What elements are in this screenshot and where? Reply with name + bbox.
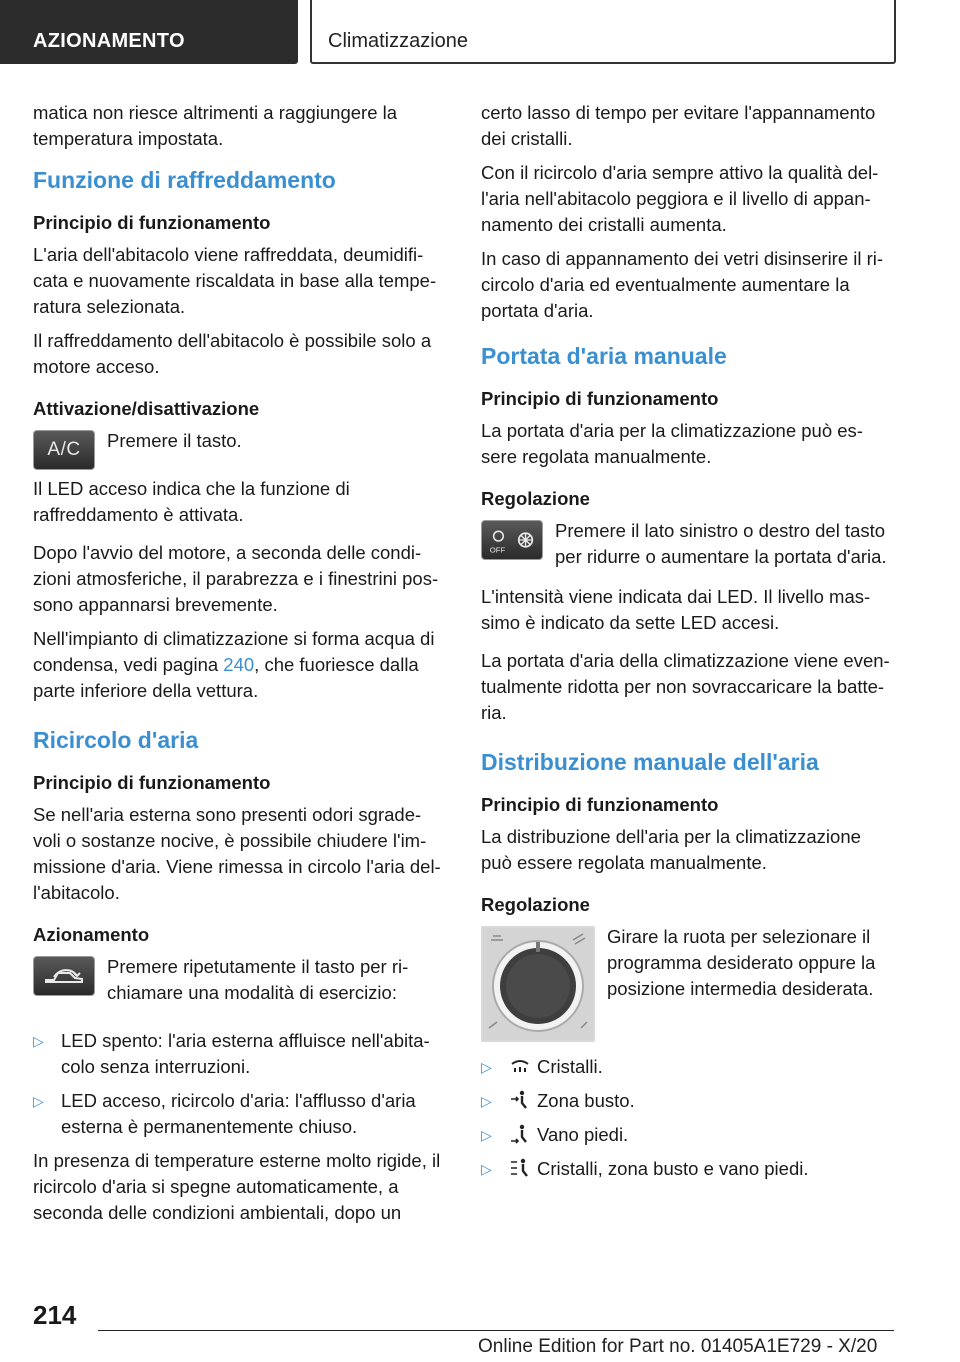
list-item: ▷ Cristalli, zona busto e vano piedi. <box>481 1156 896 1182</box>
page-number: 214 <box>33 1300 77 1330</box>
paragraph: Se nell'aria esterna sono presenti odori sgrade-voli o sostanze nocive, è possibile chiudere l'im-missione d'aria. Viene rimessa in circolo l'aria del-l'abitacolo. <box>33 804 441 903</box>
car-recirculation-icon <box>40 964 88 988</box>
fan-icon <box>482 520 542 560</box>
heading-ricircolo: Ricircolo d'aria <box>33 727 199 753</box>
paragraph: La portata d'aria della climatizzazione viene even-tualmente ridotta per non sovraccaricare la batte-ria. <box>481 650 890 723</box>
triangle-bullet-icon: ▷ <box>481 1093 492 1109</box>
recirculation-modes-list <box>33 1028 448 1140</box>
footwell-icon <box>509 1124 531 1144</box>
paragraph: Premere il lato sinistro o destro del tasto per ridurre o aumentare la portata d'aria. <box>555 520 887 567</box>
triangle-bullet-icon: ▷ <box>33 1033 44 1049</box>
chapter-title: Climatizzazione <box>310 0 896 64</box>
subheading: Principio di funzionamento <box>33 772 271 793</box>
paragraph: Premere ripetutamente il tasto per ri-chiamare una modalità di esercizio: <box>107 956 409 1003</box>
list-item: ▷ Vano piedi. <box>481 1122 896 1148</box>
paragraph: L'intensità viene indicata dai LED. Il livello mas-simo è indicato da sette LED accesi. <box>481 586 871 633</box>
svg-text:OFF: OFF <box>489 545 506 555</box>
fan-button-icon <box>481 520 543 560</box>
heading-raffreddamento: Funzione di raffreddamento <box>33 167 336 193</box>
paragraph: In caso di appannamento dei vetri disinserire il ri-circolo d'aria ed eventualmente aumentare la portata d'aria. <box>481 248 884 321</box>
subheading: Attivazione/disattivazione <box>33 398 260 419</box>
triangle-bullet-icon: ▷ <box>481 1161 492 1177</box>
list-item: ▷ LED acceso, ricircolo d'aria: l'afflusso d'aria esterna è permanentemente chiuso. <box>33 1090 416 1137</box>
text: Nell'impianto di climatizzazione si forma acqua di condensa, vedi pagina <box>33 628 435 675</box>
paragraph: L'aria dell'abitacolo viene raffreddata, deumidifi-cata e nuovamente riscaldata in base alla tempe-ratura selezionata. <box>33 244 437 317</box>
footer-divider <box>98 1330 894 1331</box>
paragraph: La portata d'aria per la climatizzazione può es-sere regolata manualmente. <box>481 420 863 467</box>
list-item: ▷ LED spento: l'aria esterna affluisce nell'abita-colo senza interruzioni. <box>33 1030 430 1077</box>
subheading: Azionamento <box>33 924 150 945</box>
list-item: ▷ Cristalli. <box>481 1054 896 1080</box>
footer-edition: Online Edition for Part no. 01405A1E729 - X/20 <box>478 1336 878 1357</box>
air-distribution-dial-image <box>481 926 595 1042</box>
ac-button-icon: A/C <box>33 430 95 470</box>
right-column <box>481 100 896 1190</box>
page-header <box>0 0 960 66</box>
text: , che fuoriesce dalla parte inferiore della vettura. <box>33 654 419 701</box>
airflow-instruction <box>481 518 896 578</box>
subheading: Principio di funzionamento <box>33 212 271 233</box>
upper-body-icon <box>509 1090 531 1110</box>
combined-airflow-icon <box>509 1158 531 1178</box>
subheading: Principio di funzionamento <box>481 388 719 409</box>
paragraph: Con il ricircolo d'aria sempre attivo la qualità del-l'aria nell'abitacolo peggiora e il livello di appan-namento dei cristalli aumenta. <box>481 162 879 235</box>
paragraph: Dopo l'avvio del motore, a seconda delle condi-zioni atmosferiche, il parabrezza e i finestrini pos-sono appannarsi brevemente. <box>33 542 439 615</box>
triangle-bullet-icon: ▷ <box>481 1059 492 1075</box>
paragraph <box>33 626 448 704</box>
heading-portata: Portata d'aria manuale <box>481 343 727 369</box>
page-link[interactable]: 240 <box>223 654 255 675</box>
paragraph: Premere il tasto. <box>107 430 242 451</box>
section-label: AZIONAMENTO <box>0 0 298 64</box>
paragraph: matica non riesce altrimenti a raggiungere la temperatura impostata. <box>33 102 398 149</box>
paragraph: In presenza di temperature esterne molto rigide, il ricircolo d'aria si spegne automaticamente, a seconda delle condizioni ambientali, dopo un <box>33 1150 441 1223</box>
list-item: ▷ Zona busto. <box>481 1088 896 1114</box>
dial-instruction <box>481 924 896 1042</box>
left-column <box>33 100 448 1234</box>
paragraph: Girare la ruota per selezionare il programma desiderato oppure la posizione intermedia desiderata. <box>607 926 876 999</box>
paragraph: Il LED acceso indica che la funzione di raffreddamento è attivata. <box>33 478 350 525</box>
triangle-bullet-icon: ▷ <box>481 1127 492 1143</box>
recirculation-button-icon <box>33 956 95 996</box>
air-distribution-modes <box>481 1054 896 1182</box>
triangle-bullet-icon: ▷ <box>33 1093 44 1109</box>
heading-distribuzione: Distribuzione manuale dell'aria <box>481 749 819 775</box>
recirculation-instruction <box>33 954 448 1014</box>
paragraph: certo lasso di tempo per evitare l'appannamento dei cristalli. <box>481 102 876 149</box>
subheading: Regolazione <box>481 488 590 509</box>
subheading: Principio di funzionamento <box>481 794 719 815</box>
dial-icon <box>483 928 593 1040</box>
paragraph: Il raffreddamento dell'abitacolo è possibile solo a motore acceso. <box>33 330 432 377</box>
windshield-icon <box>509 1056 531 1076</box>
subheading: Regolazione <box>481 894 590 915</box>
ac-instruction <box>33 428 448 470</box>
paragraph: La distribuzione dell'aria per la climatizzazione può essere regolata manualmente. <box>481 826 861 873</box>
